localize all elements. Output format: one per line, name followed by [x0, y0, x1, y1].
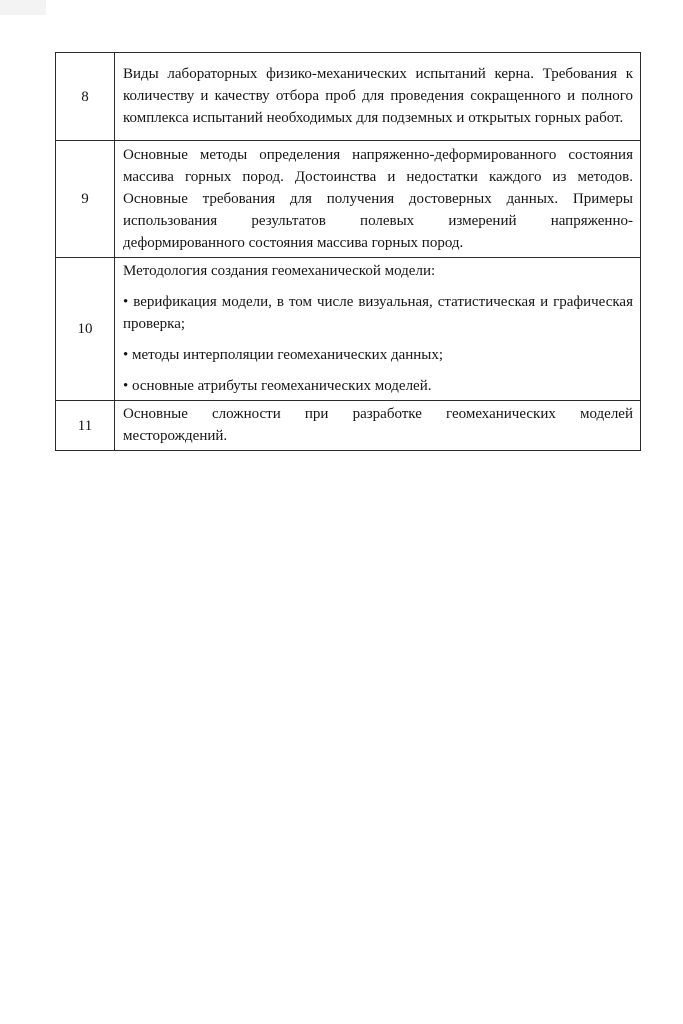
row-number-cell: 10	[56, 258, 115, 401]
table-row	[56, 258, 641, 401]
table-row	[56, 401, 641, 451]
paragraph: Методология создания геомеханической модели:	[123, 263, 436, 279]
row-content-cell	[115, 53, 641, 141]
row-content-cell	[115, 141, 641, 258]
paragraph: Основные методы определения напряженно-деформированного состояния массива горных пород. Достоинства и недостатки каждого из методов. Основные требования для получения достоверных данных. Примеры использования результатов полевых измерений напряженно-деформированного состояния массива горных пород.	[123, 146, 633, 251]
table-body	[56, 53, 641, 451]
table-row	[56, 53, 641, 141]
table-row	[56, 141, 641, 258]
row-number-cell: 8	[56, 53, 115, 141]
bullet-item: • методы интерполяции геомеханических данных;	[123, 347, 444, 363]
row-content-cell	[115, 258, 641, 401]
syllabus-table	[55, 52, 641, 451]
bullet-item: • основные атрибуты геомеханических моделей.	[123, 378, 432, 394]
paragraph: Виды лабораторных физико-механических испытаний керна. Требования к количеству и качеству отбора проб для проведения сокращенного и полного комплекса испытаний необходимых для подземных и открытых горных работ.	[123, 66, 633, 126]
row-number-cell: 9	[56, 141, 115, 258]
paragraph: Основные сложности при разработке геомеханических моделей месторождений.	[123, 406, 633, 444]
bullet-item: • верификация модели, в том числе визуальная, статистическая и графическая проверка;	[123, 294, 633, 332]
row-number-cell: 11	[56, 401, 115, 451]
scan-artifact	[0, 0, 46, 15]
row-content-cell	[115, 401, 641, 451]
